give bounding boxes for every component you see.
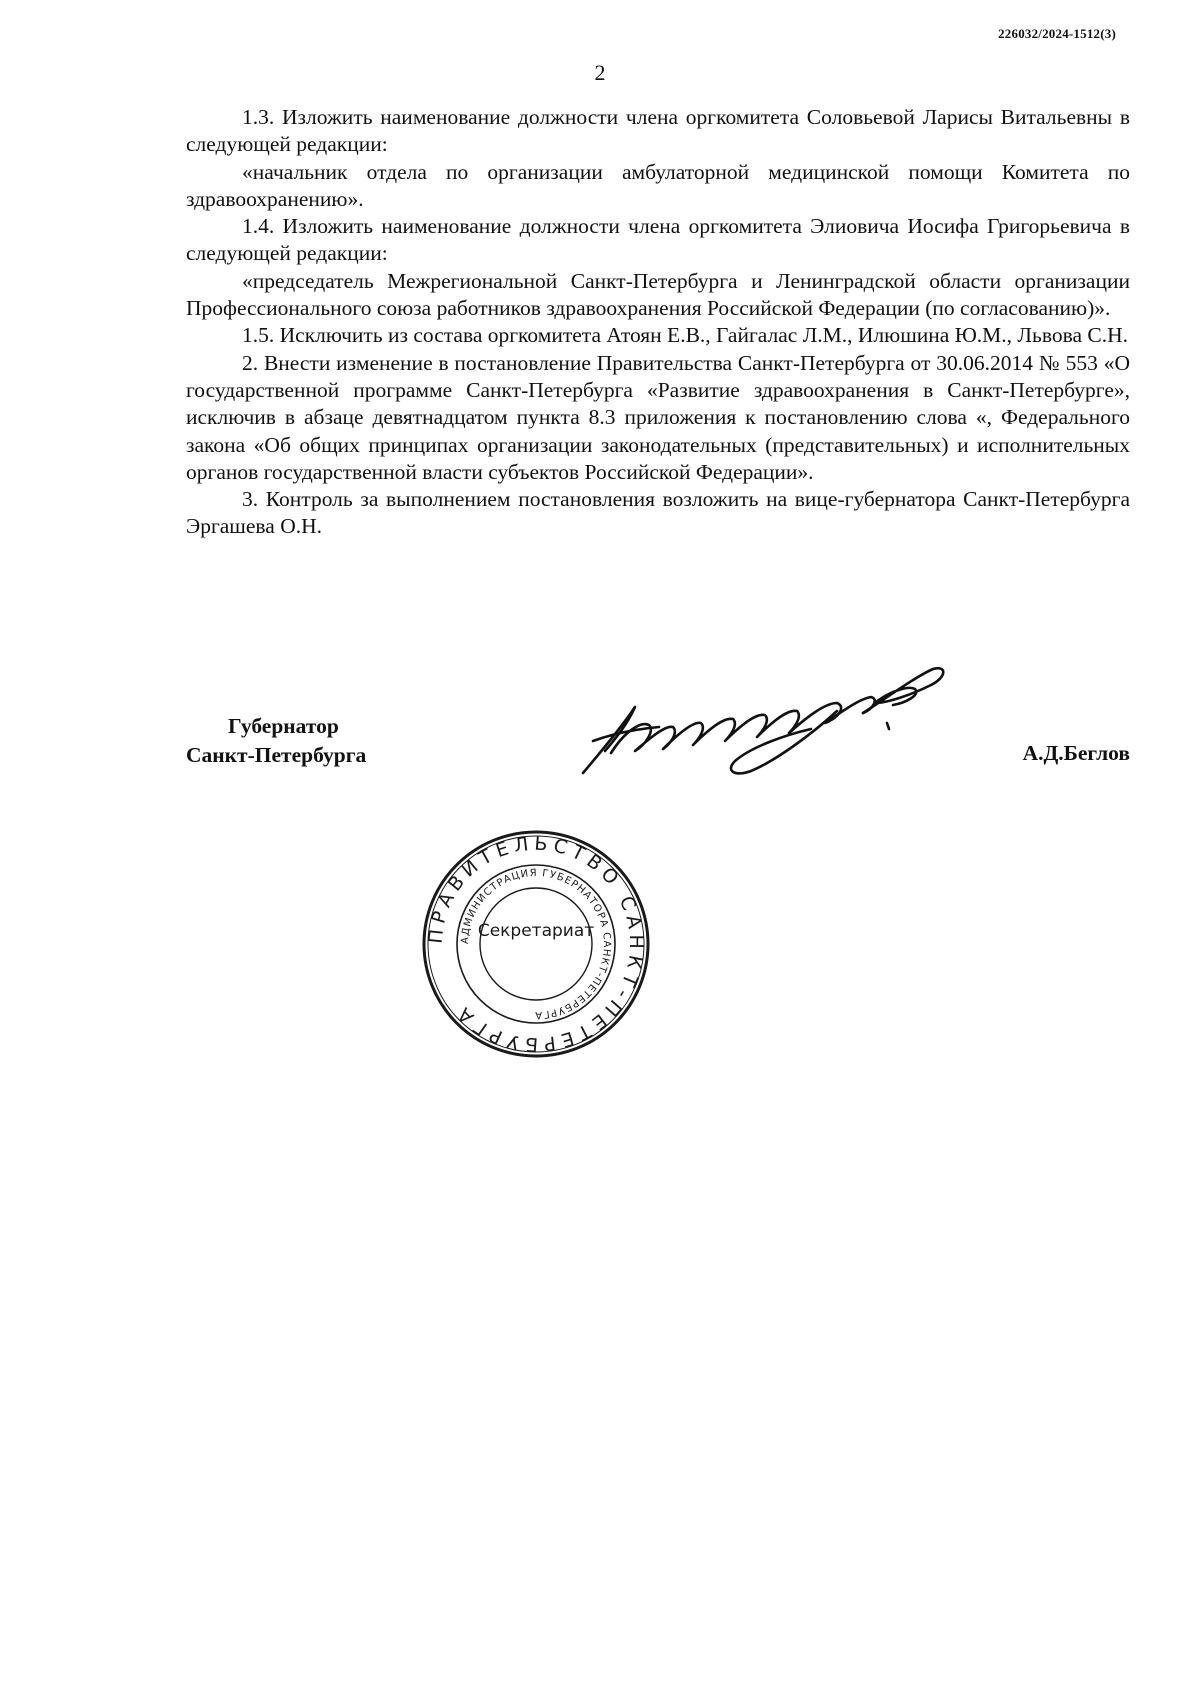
signatory-name: А.Д.Беглов [1022,741,1130,765]
signatory-title [186,712,366,770]
seal-inner-text: АДМИНИСТРАЦИЯ ГУБЕРНАТОРА САНКТ-ПЕТЕРБУРГА [459,867,613,1021]
paragraph-1-3-quote: «начальник отдела по организации амбулаторной медицинской помощи Комитета по здравоохранению». [186,159,1130,211]
paragraph-1-4-quote: «председатель Межрегиональной Санкт-Петербурга и Ленинградской области организации Профессионального союза работников здравоохранения Российской Федерации (по согласованию)». [186,268,1130,321]
paragraph-1-3: 1.3. Изложить наименование должности члена оргкомитета Соловьевой Ларисы Витальевны в следующей редакции: [186,105,1130,157]
page-number: 2 [594,60,606,85]
official-seal [420,828,652,1060]
seal-center-label: Секретариат [477,921,595,941]
paragraph-3: 3. Контроль за выполнением постановления возложить на вице-губернатора Санкт-Петербурга Эргашева О.Н. [186,487,1130,539]
document-body [186,104,1130,541]
seal-outer-text: ПРАВИТЕЛЬСТВО САНКТ-ПЕТЕРБУРГА [424,832,648,1056]
handwritten-signature [575,655,955,785]
signatory-title-line1: Губернатор [228,714,339,738]
signatory-title-line2: Санкт-Петербурга [186,743,367,767]
paragraph-1-5: 1.5. Исключить из состава оргкомитета Атоян Е.В., Гайгалас Л.М., Илюшина Ю.М., Львова С.Н. [242,323,1128,348]
paragraph-1-4: 1.4. Изложить наименование должности члена оргкомитета Элиовича Иосифа Григорьевича в следующей редакции: [186,214,1130,266]
paragraph-2: 2. Внести изменение в постановление Правительства Санкт-Петербурга от 30.06.2014 № 553 «О государственной программе Санкт-Петербурга «Развитие здравоохранения в Санкт-Петербурге», исключив в абзаце девятнадцатом пункта 8.3 приложения к постановлению слова «, Федерального закона «Об общих принципах организации законодательных (представительных) и исполнительных органов государственной власти субъектов Российской Федерации». [186,350,1130,484]
document-number: 226032/2024-1512(3) [998,26,1116,41]
